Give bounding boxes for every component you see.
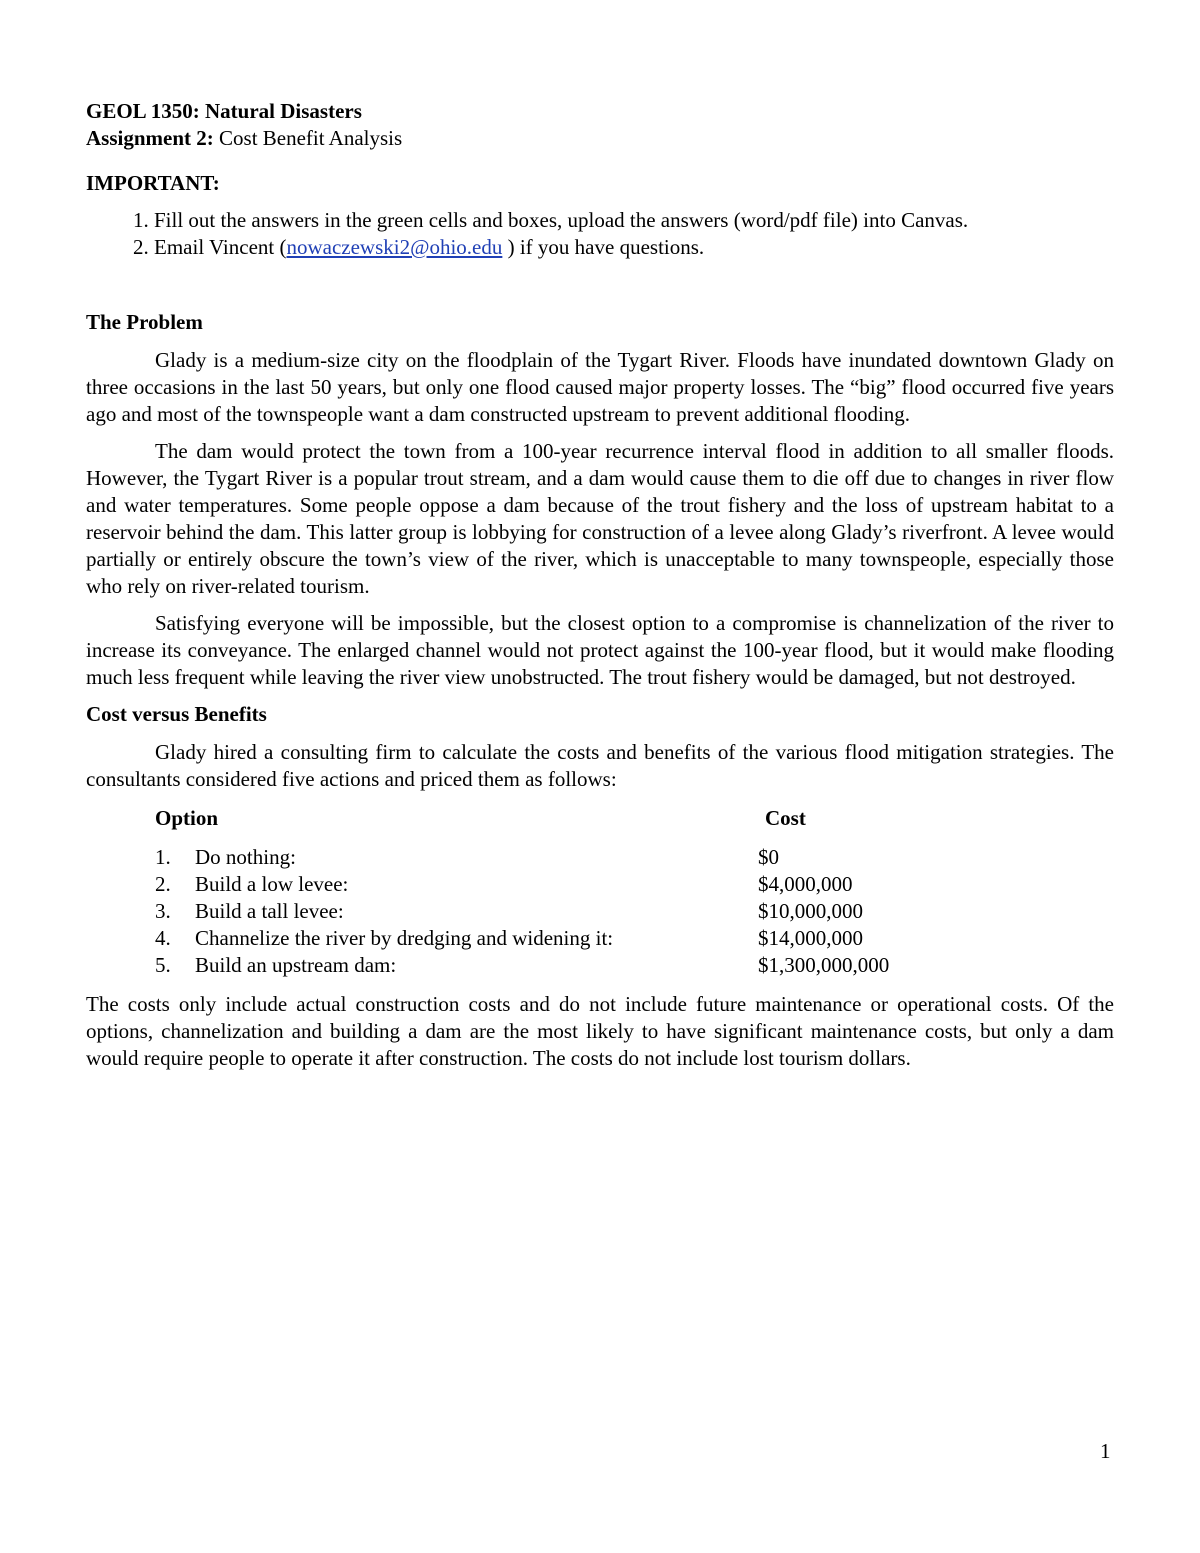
option-row <box>155 898 955 925</box>
option-number: 4. <box>155 926 171 950</box>
option-cost: $4,000,000 <box>758 872 853 896</box>
problem-paragraph-3: Satisfying everyone will be impossible, but the closest option to a compromise is channelization of the river to increase its conveyance. The enlarged channel would not protect against the 100-year flood, but it would make flooding much less frequent while leaving the river view unobstructed. The trout fishery would be damaged, but not destroyed. <box>86 611 1114 689</box>
option-row <box>155 844 955 871</box>
option-row <box>155 925 955 952</box>
problem-heading: The Problem <box>86 310 203 334</box>
problem-paragraph-1: Glady is a medium-size city on the floodplain of the Tygart River. Floods have inundated downtown Glady on three occasions in the last 50 years, but only one flood caused major property losses. The “big” flood occurred five years ago and most of the townspeople want a dam constructed upstream to prevent additional flooding. <box>86 348 1114 426</box>
option-label: Build an upstream dam: <box>195 953 397 977</box>
option-number: 1. <box>155 845 171 869</box>
option-cost: $0 <box>758 845 779 869</box>
option-row <box>155 871 955 898</box>
important-item-1 <box>154 207 1114 234</box>
option-cost: $10,000,000 <box>758 899 863 923</box>
option-number: 5. <box>155 953 171 977</box>
option-row <box>155 952 955 979</box>
option-column-header: Option <box>155 806 219 830</box>
options-header <box>155 805 955 832</box>
option-cost: $14,000,000 <box>758 926 863 950</box>
course-title-text: GEOL 1350: Natural Disasters <box>86 99 362 123</box>
important-item-1-text: Fill out the answers in the green cells and boxes, upload the answers (word/pdf file) into Canvas. <box>154 208 969 232</box>
option-label: Build a tall levee: <box>195 899 344 923</box>
option-label: Do nothing: <box>195 845 296 869</box>
option-cost: $1,300,000,000 <box>758 953 890 977</box>
problem-paragraph-2: The dam would protect the town from a 100-year recurrence interval flood in addition to all smaller floods. However, the Tygart River is a popular trout stream, and a dam would cause them to die off due to changes in river flow and water temperatures. Some people oppose a dam because of the trout fishery and the loss of upstream habitat to a reservoir behind the dam. This latter group is lobbying for construction of a levee along Glady’s riverfront. A levee would partially or entirely obscure the town’s view of the river, which is unacceptable to many townspeople, especially those who rely on river-related tourism. <box>86 439 1114 598</box>
page-number: 1 <box>1100 1439 1111 1463</box>
document-page <box>86 98 1114 1072</box>
option-number: 2. <box>155 872 171 896</box>
important-item-2 <box>154 234 1114 261</box>
important-heading: IMPORTANT: <box>86 171 220 195</box>
options-table <box>155 805 955 979</box>
course-title <box>86 98 1114 125</box>
email-link[interactable]: nowaczewski2@ohio.edu <box>286 235 503 259</box>
cost-column-header: Cost <box>765 806 806 830</box>
assignment-title <box>86 125 1114 152</box>
costs-note-paragraph: The costs only include actual construction costs and do not include future maintenance or operational costs. Of the options, channelization and building a dam are the most likely to have significant maintenance costs, but only a dam would require people to operate it after construction. The costs do not include lost tourism dollars. <box>86 992 1114 1070</box>
assignment-name: Cost Benefit Analysis <box>213 126 403 150</box>
important-item-2-post: ) if you have questions. <box>502 235 705 259</box>
cost-intro: Glady hired a consulting firm to calculate the costs and benefits of the various flood mitigation strategies. The consultants considered five actions and priced them as follows: <box>86 740 1114 791</box>
option-label: Build a low levee: <box>195 872 349 896</box>
important-item-2-pre: Email Vincent ( <box>154 235 287 259</box>
important-list <box>86 207 1114 261</box>
cost-heading: Cost versus Benefits <box>86 702 267 726</box>
option-number: 3. <box>155 899 171 923</box>
option-label: Channelize the river by dredging and widening it: <box>195 926 614 950</box>
assignment-label: Assignment 2: <box>86 126 214 150</box>
